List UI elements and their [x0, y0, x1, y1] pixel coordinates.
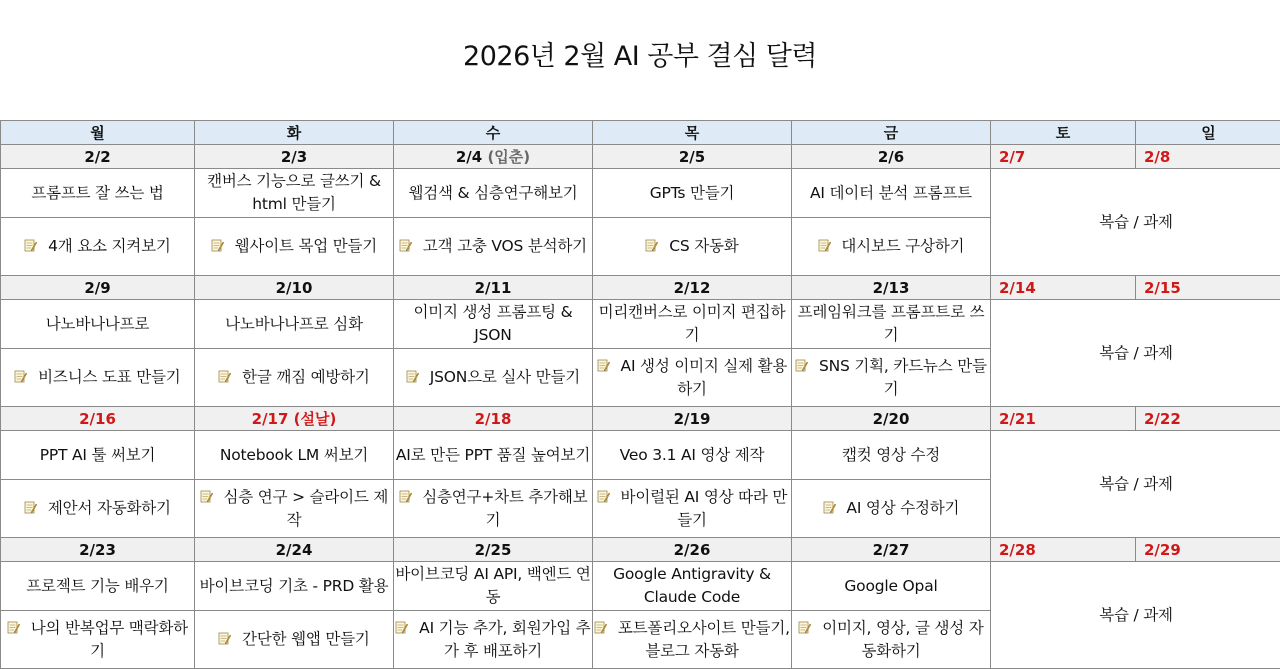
memo-icon [594, 620, 607, 634]
memo-icon [200, 489, 213, 503]
date-cell [195, 538, 394, 562]
task-cell [394, 611, 593, 669]
calendar-table [0, 120, 1280, 669]
task-label: AI 기능 추가, 회원가입 추가 후 배포하기 [419, 619, 590, 660]
topic-cell: 프롬프트 잘 쓰는 법 [1, 169, 195, 218]
date-cell [1, 145, 195, 169]
task-cell [792, 480, 991, 538]
weekday-header: 토 [991, 121, 1136, 145]
date-cell [792, 407, 991, 431]
task-cell [1, 349, 195, 407]
task-cell [593, 349, 792, 407]
memo-icon [818, 238, 831, 252]
date-row [1, 407, 1280, 431]
date-label: 2/14 [999, 279, 1036, 297]
date-cell [991, 276, 1136, 300]
date-label: 2/23 [79, 541, 116, 559]
memo-icon [24, 500, 37, 514]
date-label: 2/8 [1144, 148, 1170, 166]
weekday-header-row [1, 121, 1280, 145]
date-label: 2/6 [878, 148, 904, 166]
date-row [1, 145, 1280, 169]
topic-cell: Google Opal [792, 562, 991, 611]
task-label: AI 생성 이미지 실제 활용하기 [621, 357, 788, 398]
memo-icon [14, 369, 27, 383]
date-cell [593, 276, 792, 300]
date-cell [195, 407, 394, 431]
date-label: 2/21 [999, 410, 1036, 428]
date-label: 2/26 [674, 541, 711, 559]
topic-cell: 바이브코딩 AI API, 백엔드 연동 [394, 562, 593, 611]
task-label: 바이럴된 AI 영상 따라 만들기 [621, 488, 788, 529]
task-label: SNS 기획, 카드뉴스 만들기 [819, 357, 987, 398]
date-label: 2/17 (설날) [252, 410, 337, 428]
weekday-header: 일 [1136, 121, 1280, 145]
date-label: 2/18 [475, 410, 512, 428]
date-label: 2/11 [475, 279, 512, 297]
task-cell [1, 218, 195, 276]
topic-row [1, 431, 1280, 480]
memo-icon [218, 369, 231, 383]
topic-cell: GPTs 만들기 [593, 169, 792, 218]
date-label: 2/2 [84, 148, 110, 166]
topic-cell: 나노바나나프로 [1, 300, 195, 349]
task-label: 심층 연구 > 슬라이드 제작 [224, 488, 389, 529]
topic-cell: 웹검색 & 심층연구해보기 [394, 169, 593, 218]
topic-cell: 캡컷 영상 수정 [792, 431, 991, 480]
date-label: 2/10 [276, 279, 313, 297]
date-cell [394, 145, 593, 169]
memo-icon [7, 620, 20, 634]
task-label: 한글 깨짐 예방하기 [242, 368, 370, 386]
date-cell [1136, 145, 1280, 169]
date-cell [991, 145, 1136, 169]
topic-cell: 바이브코딩 기초 - PRD 활용 [195, 562, 394, 611]
task-cell [593, 611, 792, 669]
date-cell [792, 538, 991, 562]
memo-icon [795, 358, 808, 372]
date-label: 2/29 [1144, 541, 1181, 559]
date-cell [593, 145, 792, 169]
date-label: 2/9 [84, 279, 110, 297]
task-cell [195, 218, 394, 276]
task-label: 4개 요소 지켜보기 [48, 237, 171, 255]
date-label: 2/25 [475, 541, 512, 559]
date-cell [394, 407, 593, 431]
weekend-review-cell: 복습 / 과제 [991, 562, 1280, 669]
task-cell [593, 480, 792, 538]
date-note: (입춘) [487, 148, 530, 166]
date-label: 2/7 [999, 148, 1025, 166]
date-cell [593, 407, 792, 431]
date-cell [1, 276, 195, 300]
task-cell [593, 218, 792, 276]
date-cell [195, 276, 394, 300]
task-label: 나의 반복업무 맥락화하기 [31, 619, 188, 660]
topic-cell: Veo 3.1 AI 영상 제작 [593, 431, 792, 480]
date-label: 2/27 [873, 541, 910, 559]
date-cell [991, 407, 1136, 431]
task-cell [1, 480, 195, 538]
date-cell [1, 407, 195, 431]
memo-icon [798, 620, 811, 634]
topic-row [1, 300, 1280, 349]
task-cell [394, 349, 593, 407]
task-cell [792, 349, 991, 407]
topic-cell: Google Antigravity & Claude Code [593, 562, 792, 611]
topic-cell: AI 데이터 분석 프롬프트 [792, 169, 991, 218]
task-label: JSON으로 실사 만들기 [430, 368, 580, 386]
date-label: 2/5 [679, 148, 705, 166]
date-label: 2/13 [873, 279, 910, 297]
date-cell [593, 538, 792, 562]
memo-icon [395, 620, 408, 634]
date-label: 2/19 [674, 410, 711, 428]
task-cell [1, 611, 195, 669]
date-cell [1, 538, 195, 562]
task-cell [792, 218, 991, 276]
topic-cell: 캔버스 기능으로 글쓰기 & html 만들기 [195, 169, 394, 218]
topic-cell: 이미지 생성 프롬프팅 & JSON [394, 300, 593, 349]
date-label: 2/20 [873, 410, 910, 428]
date-cell [1136, 276, 1280, 300]
topic-row [1, 562, 1280, 611]
weekend-review-cell: 복습 / 과제 [991, 431, 1280, 538]
date-label: 2/4 [456, 148, 482, 166]
memo-icon [24, 238, 37, 252]
task-cell [195, 349, 394, 407]
weekend-review-cell: 복습 / 과제 [991, 300, 1280, 407]
task-cell [394, 218, 593, 276]
task-label: 제안서 자동화하기 [48, 499, 171, 517]
task-label: 간단한 웹앱 만들기 [242, 630, 370, 648]
weekday-header: 금 [792, 121, 991, 145]
weekday-header: 수 [394, 121, 593, 145]
memo-icon [399, 238, 412, 252]
memo-icon [399, 489, 412, 503]
task-cell [394, 480, 593, 538]
weekday-header: 월 [1, 121, 195, 145]
task-label: 대시보드 구상하기 [841, 237, 964, 255]
topic-cell: PPT AI 툴 써보기 [1, 431, 195, 480]
date-label: 2/24 [276, 541, 313, 559]
weekday-header: 화 [195, 121, 394, 145]
topic-cell: 프레임워크를 프롬프트로 쓰기 [792, 300, 991, 349]
weekend-review-cell: 복습 / 과제 [991, 169, 1280, 276]
date-label: 2/12 [674, 279, 711, 297]
date-label: 2/15 [1144, 279, 1181, 297]
topic-row [1, 169, 1280, 218]
memo-icon [211, 238, 224, 252]
date-row [1, 276, 1280, 300]
date-cell [991, 538, 1136, 562]
memo-icon [406, 369, 419, 383]
weekday-header: 목 [593, 121, 792, 145]
date-cell [1136, 538, 1280, 562]
task-cell [792, 611, 991, 669]
memo-icon [645, 238, 658, 252]
topic-cell: 미리캔버스로 이미지 편집하기 [593, 300, 792, 349]
memo-icon [597, 489, 610, 503]
task-label: 고객 고충 VOS 분석하기 [423, 237, 587, 255]
date-cell [792, 145, 991, 169]
memo-icon [597, 358, 610, 372]
date-row [1, 538, 1280, 562]
date-cell [195, 145, 394, 169]
task-label: AI 영상 수정하기 [846, 499, 959, 517]
memo-icon [823, 500, 836, 514]
topic-cell: 나노바나나프로 심화 [195, 300, 394, 349]
topic-cell: 프로젝트 기능 배우기 [1, 562, 195, 611]
topic-cell: Notebook LM 써보기 [195, 431, 394, 480]
task-label: 포트폴리오사이트 만들기, 블로그 자동화 [618, 619, 790, 660]
date-label: 2/28 [999, 541, 1036, 559]
date-cell [1136, 407, 1280, 431]
page-title: 2026년 2월 AI 공부 결심 달력 [0, 34, 1280, 73]
task-label: 이미지, 영상, 글 생성 자동화하기 [822, 619, 983, 660]
date-label: 2/22 [1144, 410, 1181, 428]
task-label: 웹사이트 목업 만들기 [235, 237, 377, 255]
task-label: CS 자동화 [669, 237, 738, 255]
task-label: 비즈니스 도표 만들기 [38, 368, 180, 386]
date-cell [792, 276, 991, 300]
task-cell [195, 611, 394, 669]
date-label: 2/3 [281, 148, 307, 166]
task-label: 심층연구+차트 추가해보기 [422, 488, 587, 529]
date-cell [394, 276, 593, 300]
date-label: 2/16 [79, 410, 116, 428]
date-cell [394, 538, 593, 562]
memo-icon [218, 631, 231, 645]
topic-cell: AI로 만든 PPT 품질 높여보기 [394, 431, 593, 480]
task-cell [195, 480, 394, 538]
